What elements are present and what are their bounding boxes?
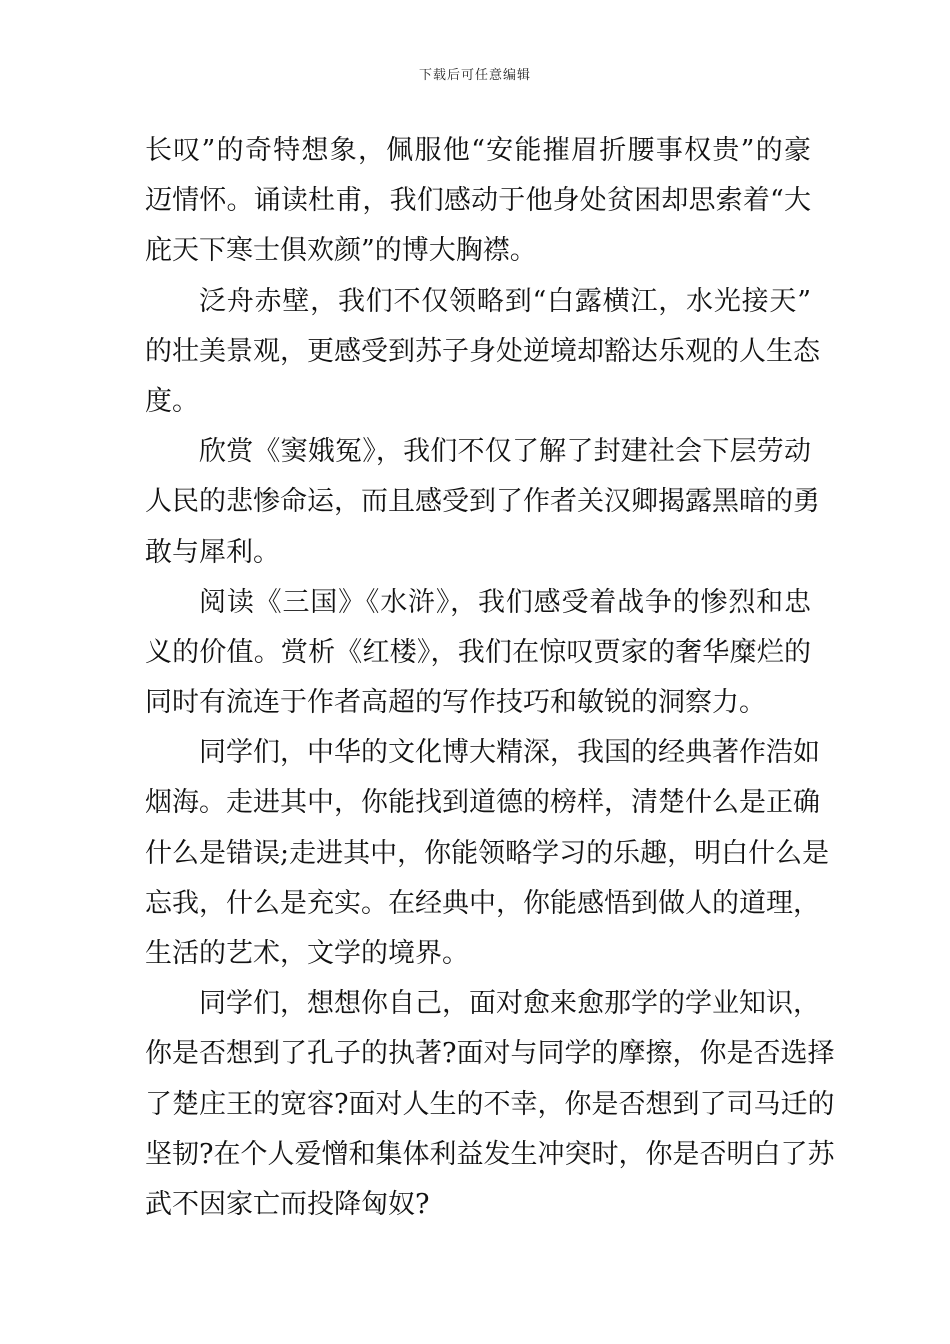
paragraph-start-line: 欣赏《窦娥冤》，我们不仅了解了封建社会下层劳动	[199, 436, 811, 468]
text-line: 烟海。走进其中，你能找到道德的榜样，清楚什么是正确	[145, 787, 820, 819]
document-body	[145, 126, 835, 1230]
paragraph-start-line: 阅读《三国》《水浒》，我们感受着战争的惨烈和忠	[199, 586, 811, 618]
paragraph-start-line: 同学们，想想你自己，面对愈来愈那学的学业知识，	[199, 988, 820, 1020]
text-line: 武不因家亡而投降匈奴?	[145, 1188, 430, 1220]
paragraph-start-line: 泛舟赤壁，我们不仅领略到“白露横江，水光接天”	[199, 285, 811, 317]
text-line: 同时有流连于作者高超的写作技巧和敏锐的洞察力。	[145, 687, 766, 719]
text-line: 长叹”的奇特想象，佩服他“安能摧眉折腰事权贵”的豪	[145, 135, 811, 166]
text-line: 忘我，什么是充实。在经典中，你能感悟到做人的道理，	[145, 887, 820, 919]
text-line: 迈情怀。诵读杜甫，我们感动于他身处贫困却思索着“大	[145, 185, 811, 217]
text-line: 庇天下寒士俱欢颜”的博大胸襟。	[145, 235, 537, 267]
paragraph-start-line: 同学们，中华的文化博大精深，我国的经典著作浩如	[199, 737, 820, 769]
text-line: 人民的悲惨命运，而且感受到了作者关汉卿揭露黑暗的勇	[145, 486, 820, 518]
text-line: 了楚庄王的宽容?面对人生的不幸，你是否想到了司马迁的	[145, 1088, 835, 1120]
text-line: 什么是错误;走进其中，你能领略学习的乐趣，明白什么是	[145, 837, 830, 869]
text-line: 敢与犀利。	[145, 536, 280, 568]
text-line: 生活的艺术，文学的境界。	[145, 938, 469, 969]
text-line: 坚韧?在个人爱憎和集体利益发生冲突时，你是否明白了苏	[145, 1138, 835, 1170]
text-line: 度。	[145, 385, 199, 417]
page-header: 下载后可任意编辑	[418, 68, 531, 83]
text-line: 的壮美景观，更感受到苏子身处逆境却豁达乐观的人生态	[145, 335, 820, 367]
text-line: 义的价值。赏析《红楼》，我们在惊叹贾家的奢华糜烂的	[145, 636, 811, 668]
text-line: 你是否想到了孔子的执著?面对与同学的摩擦，你是否选择	[145, 1038, 835, 1070]
